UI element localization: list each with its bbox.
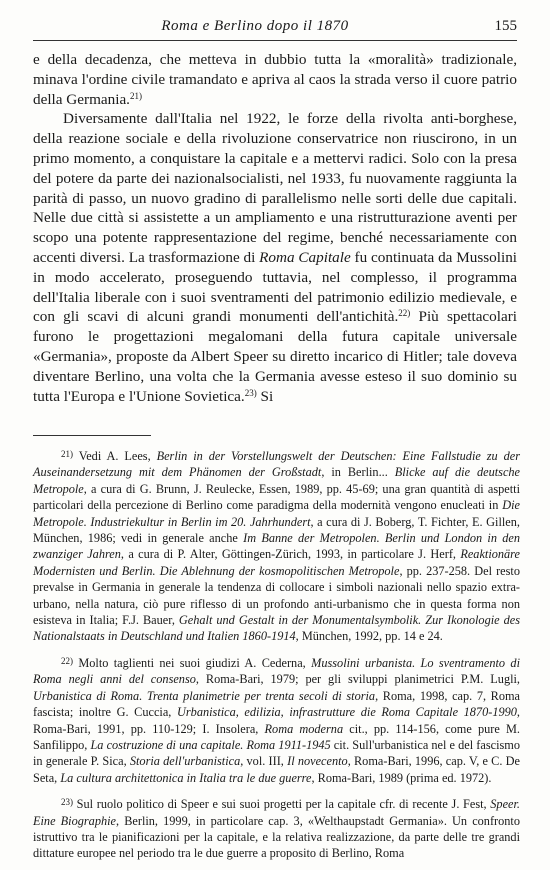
footnote-text: , München, 1992, pp. 14 e 24. (295, 629, 443, 644)
page-header (33, 16, 517, 40)
paragraph-2-text-d: Si (260, 387, 274, 405)
body-text (33, 50, 517, 406)
footnote-text: , a cura di G. Brunn, J. Reulecke, Essen, 1989, pp. 45-69; una gran quantità di aspetti particolari della percezione di Berlino come paradigma della modernità vengono enucleati in (33, 481, 520, 513)
footnote-title: Reaktionäre Modernisten und Berlin. Die Ablehnung der kosmopolitischen Metropole (33, 547, 520, 578)
footnote-title: La costruzione di una capitale. Roma 1911-1945 (90, 737, 331, 752)
footnote-text: , Roma-Bari, 1991, pp. 110-129; I. Insolera, (33, 705, 520, 736)
footnote-title: Urbanistica di Roma. Trenta planimetrie per trenta secoli di storia (33, 688, 376, 703)
footnote-text: , a cura di J. Boberg, T. Fichter, E. Gillen, München, 1986; vedi in generale anche (33, 514, 520, 546)
footnote-text: , vol. III, (240, 754, 288, 769)
header-rule (33, 40, 517, 41)
footnote-number: 23) (61, 797, 73, 808)
footnote-ref-22: 22) (398, 308, 411, 319)
footnote-text: , a cura di P. Alter, Göttingen-Zürich, 1993, in particolare J. Herf, (120, 547, 461, 562)
footnote-title: Roma moderna (264, 721, 344, 736)
footnote-text: , pp. 237-258. Del resto prevalse in Germania in generale la tendenza di collocare i simboli nazionali nello spazio extra-urbano, nella natura, ciò pure riflesso di un profondo anti-urbanismo che in questa forma non esisteva in Italia; F.J. Bauer, (33, 563, 520, 628)
footnote-number: 22) (61, 655, 73, 666)
footnote-title: Gehalt und Gestalt in der Monumentalsymbolik. Zur Ikonologie des Nationalstaats in Deutschland und Italien 1860-1914 (33, 613, 520, 644)
footnote-title: Die Metropole. Industriekultur in Berlin im 20. Jahrhundert (33, 498, 520, 529)
footnote-text: cit., pp. 114-156, come pure M. Sanfilippo, (33, 721, 520, 752)
footnote-title: La cultura architettonica in Italia tra le due guerre (60, 770, 312, 785)
footnote-title: Storia dell'urbanistica (129, 754, 241, 769)
footnote-separator (33, 435, 151, 436)
footnote-title: Mussolini urbanista. Lo sventramento di Roma negli anni del consenso (33, 655, 520, 687)
paragraph-1-text: e della decadenza, che metteva in dubbio tutta la «moralità» tradizionale, minava l'ordine civile tramandato e apriva al caos la strada verso il cuore patrio della Germania. (33, 51, 517, 108)
page-number: 155 (494, 18, 517, 34)
roma-capitale-emphasis: Roma Capitale (259, 248, 351, 266)
footnote-ref-21: 21) (129, 90, 142, 101)
paragraph-2-text-c: Più spettacolari furono le progettazioni megalomani della futura capitale universale «Germania», proposte da Albert Speer su diretto incarico di Hitler; tale doveva diventare Berlino, una volta che la Germania avesse esteso il suo dominio su tutta l'Europa e l'Unione Sovietica. (33, 308, 518, 405)
footnote-text: , Berlin, 1999, in particolare cap. 3, «Welthaupstadt Germania». Un confronto istruttivo tra le pianificazioni per la capitale, e la relativa realizzazione, da parte delle tre grandi dittature europee nel periodo tra le due guerre a proposito di Berlino, Roma (33, 813, 520, 861)
footnote-title: Speer. Eine Biographie (33, 797, 520, 828)
footnote-text: , Roma-Bari, 1996, cap. V, e C. De Seta, (33, 754, 520, 785)
footnote-text: cit. Sull'urbanistica nel e del fascismo in generale P. Sica, (33, 737, 521, 769)
footnote-title: Il novecento (287, 754, 348, 769)
footnote-title: Berlin in der Vorstellungswelt der Deutschen: Eine Fallstudie zu der Auseinandersetzung mit dem Phänomen der Großstadt (33, 449, 520, 480)
footnote-text: Molto taglienti nei suoi giudizi A. Cederna, (78, 655, 312, 670)
footnotes (33, 446, 520, 870)
footnote-text: , Roma-Bari, 1989 (prima ed. 1972). (311, 770, 492, 785)
footnote (33, 794, 520, 862)
paragraph-2-text-b: fu continuata da Mussolini in modo accelerato, proseguendo tuttavia, nel complesso, il programma dell'Italia liberale con i suoi sventramenti del patrimonio edilizio medievale, e con gli scavi di alcuni grandi monumenti dell'antichità. (33, 248, 518, 326)
running-title: Roma e Berlino dopo il 1870 (161, 18, 349, 34)
footnote-text: , Roma-Bari, 1979; per gli sviluppi planimetrici P.M. Lugli, (195, 672, 521, 687)
footnote-ref-23: 23) (244, 387, 257, 398)
paragraph-1 (33, 50, 517, 109)
footnote-title: Blicke auf die deutsche Metropole (33, 465, 521, 496)
footnote-text: , Roma, 1998, cap. 7, Roma fascista; inoltre G. Cuccia, (33, 688, 521, 720)
paragraph-2-text-a: Diversamente dall'Italia nel 1922, le forze della rivolta anti-borghese, della reazione sociale e della rivoluzione conservatrice non riuscirono, in un primo momento, a conquistare la capitale e a mettervi radici. Solo con la presa del potere da parte dei nazionalsocialisti, nel 1933, fu nuovamente raggiunta la parità di passo, un nuovo gradino di parallelismo nelle sorti delle due capitali. Nelle due città si assistette a un ampliamento e una ristrutturazione aventi per scopo una potente rappresentazione del regime, benché necessariamente con accenti diversi. La trasformazione di (33, 110, 517, 266)
paragraph-2 (33, 109, 517, 406)
footnote (33, 653, 520, 786)
footnote-text: , in Berlin... (321, 465, 395, 480)
footnote-number: 21) (61, 449, 73, 459)
footnote-title: Im Banne der Metropolen. Berlin und London in den zwanziger Jahren (33, 531, 520, 562)
footnote (33, 446, 520, 645)
footnote-text: Vedi A. Lees, (78, 449, 157, 463)
footnote-title: Urbanistica, edilizia, infrastrutture die Roma Capitale 1870-1990 (177, 705, 517, 720)
footnote-text: Sul ruolo politico di Speer e sui suoi progetti per la capitale cfr. di recente J. Fest, (76, 797, 491, 812)
